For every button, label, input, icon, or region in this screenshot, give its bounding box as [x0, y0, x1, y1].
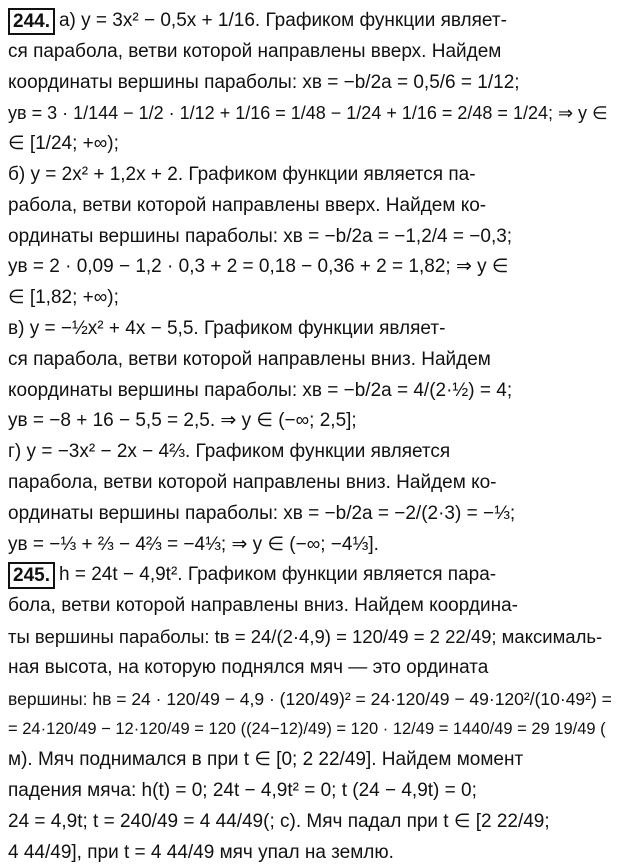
text-line: yв = 2 · 0,09 − 1,2 · 0,3 + 2 = 0,18 − 0,36 + 2 = 1,82; ⇒ y ∈ [8, 256, 509, 278]
text-line: координаты вершины параболы: xв = −b/2a = 4/(2·½) = 4; [8, 379, 513, 401]
text-line: рабола, ветви которой направлены вверх. Найдем ко- [8, 194, 487, 216]
text-line: 244. а) y = 3x² − 0,5x + 1/16. Графиком функции являет- [8, 6, 612, 37]
text-line: парабола, ветви которой направлены вниз. Найдем ко- [8, 471, 497, 493]
text-line: ординаты вершины параболы: xв = −b/2a = −1,2/4 = −0,3; [8, 225, 513, 247]
text-line: yв = 3 · 1/144 − 1/2 · 1/12 + 1/16 = 1/48 − 1/24 + 1/16 = 2/48 = 1/24; ⇒ y ∈ [8, 103, 608, 124]
text-line: = 24·120/49 − 12·120/49 = 120 ((24−12)/49) = 120 · 12/49 = 1440/49 = 29 19/49 ( [8, 720, 606, 739]
text-line: yв = −8 + 16 − 5,5 = 2,5. ⇒ y ∈ (−∞; 2,5]; [8, 410, 357, 432]
text-line: 4 44/49], при t = 4 44/49 мяч упал на землю. [8, 841, 394, 863]
text-line: yв = −⅓ + ⅔ − 4⅔ = −4⅓; ⇒ y ∈ (−∞; −4⅓]. [8, 533, 379, 555]
text-line: б) y = 2x² + 1,2x + 2. Графиком функции является па- [8, 163, 476, 185]
text-line: ся парабола, ветви которой направлены вниз. Найдем [8, 348, 491, 370]
text-line: ся парабола, ветви которой направлены вверх. Найдем [8, 40, 502, 62]
text-line: ты вершины параболы: tв = 24/(2·4,9) = 120/49 = 2 22/49; максималь- [8, 625, 603, 647]
text-line: г) y = −3x² − 2x − 4⅔. Графиком функции является [8, 441, 451, 463]
text-line: бола, ветви которой направлены вниз. Найдем координа- [8, 595, 518, 617]
text-line: координаты вершины параболы: xв = −b/2a = 0,5/6 = 1/12; [8, 71, 520, 93]
text-line: ординаты вершины параболы: xв = −b/2a = −2/(2·3) = −⅓; [8, 502, 516, 524]
text-line: 245. h = 24t − 4,9t². Графиком функции является пара- [8, 560, 612, 591]
problem-number-245: 245. [8, 562, 55, 589]
text-line: ∈ [1,82; +∞); [8, 287, 119, 309]
text-line: вершины: hв = 24 · 120/49 − 4,9 · (120/49)² = 24·120/49 − 49·120²/(10·49²) = [8, 688, 612, 709]
text-line: падения мяча: h(t) = 0; 24t − 4,9t² = 0; t (24 − 4,9t) = 0; [8, 779, 477, 801]
text-line: 24 = 4,9t; t = 240/49 = 4 44/49(; с). Мяч падал при t ∈ [2 22/49; [8, 810, 550, 832]
problem-number-244: 244. [8, 8, 55, 35]
text-line: в) y = −½x² + 4x − 5,5. Графиком функции являет- [8, 317, 446, 339]
text-line: м). Мяч поднимался в при t ∈ [0; 2 22/49]. Найдем момент [8, 749, 524, 771]
text-line: ная высота, на которую поднялся мяч — это ордината [8, 656, 489, 678]
text-line: ∈ [1/24; +∞); [8, 133, 119, 155]
